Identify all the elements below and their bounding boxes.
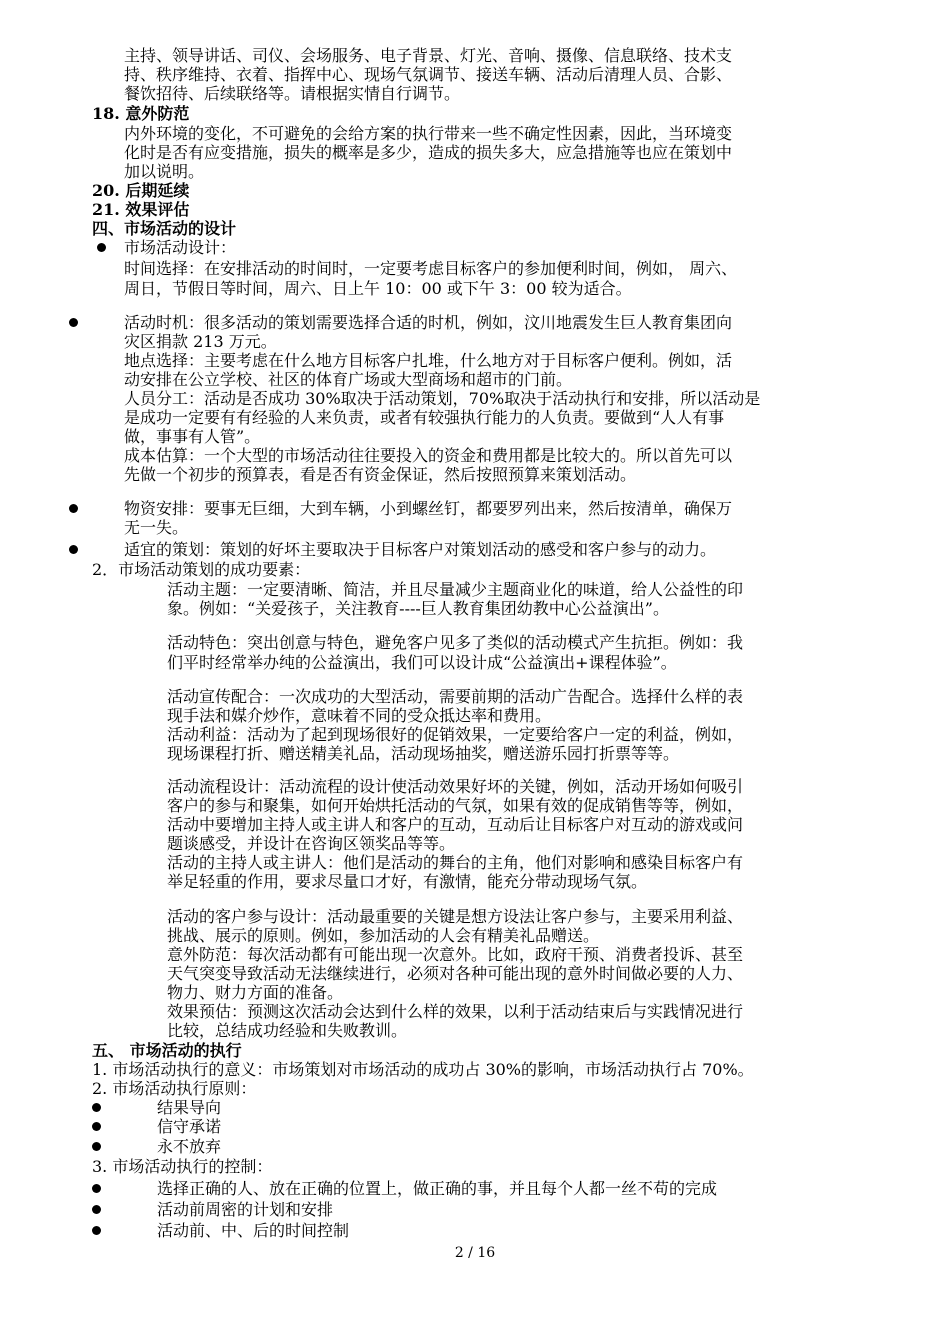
text-line: 活动特色：突出创意与特色，避免客户见多了类似的活动模式产生抗拒。例如：我 bbox=[167, 633, 744, 652]
text-line: 题谈感受，并设计在咨询区领奖品等等。 bbox=[167, 834, 456, 853]
text-line: 物资安排：要事无巨细，大到车辆，小到螺丝钉，都要罗列出来，然后按清单，确保万 bbox=[124, 499, 733, 518]
text-line: 天气突变导致活动无法继续进行，必须对各种可能出现的意外时间做必要的人力、 bbox=[167, 964, 744, 983]
bullet-icon bbox=[92, 1103, 101, 1112]
bullet-icon bbox=[69, 318, 78, 327]
bullet-icon bbox=[92, 1205, 101, 1214]
text-line: 活动主题：一定要清晰、简洁，并且尽量减少主题商业化的味道，给人公益性的印 bbox=[167, 580, 744, 599]
bullet-icon bbox=[92, 1226, 101, 1235]
list-item: 结果导向 bbox=[157, 1098, 222, 1117]
text-line: 意外防范：每次活动都有可能出现一次意外。比如，政府干预、消费者投诉、甚至 bbox=[167, 945, 744, 964]
text-line: 内外环境的变化，不可避免的会给方案的执行带来一些不确定性因素，因此，当环境变 bbox=[124, 124, 733, 143]
subsection-heading: 2．市场活动策划的成功要素： bbox=[92, 560, 311, 579]
text-line: 挑战、展示的原则。例如，参加活动的人会有精美礼品赠送。 bbox=[167, 926, 600, 945]
text-line: 持、秩序维持、衣着、指挥中心、现场气氛调节、接送车辆、活动后清理人员、合影、 bbox=[124, 65, 733, 84]
text-line: 做，事事有人管”。 bbox=[124, 427, 261, 446]
text-line: 时间选择：在安排活动的时间时，一定要考虑目标客户的参加便利时间，例如， 周六、 bbox=[124, 259, 738, 278]
page-number: 2 / 16 bbox=[454, 1245, 496, 1261]
text-line: 现场课程打折、赠送精美礼品，活动现场抽奖，赠送游乐园打折票等等。 bbox=[167, 744, 680, 763]
text-line: 活动的主持人或主讲人：他们是活动的舞台的主角，他们对影响和感染目标客户有 bbox=[167, 853, 744, 872]
bullet-icon bbox=[69, 545, 78, 554]
bullet-icon bbox=[92, 1142, 101, 1151]
text-line: 无一失。 bbox=[124, 518, 189, 537]
chapter-heading: 五、 市场活动的执行 bbox=[92, 1041, 242, 1060]
text-line: 成本估算：一个大型的市场活动往往要投入的资金和费用都是比较大的。所以首先可以 bbox=[124, 446, 733, 465]
text-line: 动安排在公立学校、社区的体育广场或大型商场和超市的门前。 bbox=[124, 370, 573, 389]
text-line: 周日，节假日等时间，周六、日上午 10：00 或下午 3：00 较为适合。 bbox=[124, 279, 632, 298]
list-item: 信守承诺 bbox=[157, 1117, 222, 1136]
text-line: 化时是否有应变措施，损失的概率是多少，造成的损失多大，应急措施等也应在策划中 bbox=[124, 143, 733, 162]
text-line: 活动的客户参与设计：活动最重要的关键是想方设法让客户参与，主要采用利益、 bbox=[167, 907, 744, 926]
text-line: 2. 市场活动执行原则： bbox=[92, 1079, 257, 1098]
bullet-icon bbox=[69, 504, 78, 513]
text-line: 比较，总结成功经验和失败教训。 bbox=[167, 1021, 408, 1040]
text-line: 物力、财力方面的准备。 bbox=[167, 983, 344, 1002]
text-line: 灾区捐款 213 万元。 bbox=[124, 332, 277, 351]
text-line: 举足轻重的作用，要求尽量口才好，有激情，能充分带动现场气氛。 bbox=[167, 872, 648, 891]
text-line: 3. 市场活动执行的控制： bbox=[92, 1157, 273, 1176]
text-line: 们平时经常举办纯的公益演出，我们可以设计成“公益演出+课程体验”。 bbox=[167, 653, 677, 672]
text-line: 客户的参与和聚集，如何开始烘托活动的气氛，如果有效的促成销售等等，例如， bbox=[167, 796, 744, 815]
text-line: 主持、领导讲话、司仪、会场服务、电子背景、灯光、音响、摄像、信息联络、技术支 bbox=[124, 46, 733, 65]
list-item: 选择正确的人、放在正确的位置上，做正确的事，并且每个人都一丝不苟的完成 bbox=[157, 1179, 718, 1198]
text-line: 人员分工：活动是否成功 30%取决于活动策划，70%取决于活动执行和安排，所以活动是 bbox=[124, 389, 761, 408]
list-item: 活动前周密的计划和安排 bbox=[157, 1200, 334, 1219]
text-line: 餐饮招待、后续联络等。请根据实情自行调节。 bbox=[124, 84, 461, 103]
text-line: 地点选择：主要考虑在什么地方目标客户扎堆，什么地方对于目标客户便利。例如，活 bbox=[124, 351, 733, 370]
text-line: 活动流程设计：活动流程的设计使活动效果好坏的关键，例如，活动开场如何吸引 bbox=[167, 777, 744, 796]
section-heading: 20. 后期延续 bbox=[92, 181, 190, 200]
bullet-icon bbox=[97, 243, 106, 252]
text-line: 加以说明。 bbox=[124, 162, 205, 181]
list-item: 永不放弃 bbox=[157, 1137, 222, 1156]
section-heading: 18. 意外防范 bbox=[92, 104, 190, 123]
text-line: 象。例如：“关爱孩子，关注教育----巨人教育集团幼教中心公益演出”。 bbox=[167, 599, 669, 618]
section-heading: 21. 效果评估 bbox=[92, 200, 190, 219]
bullet-icon bbox=[92, 1184, 101, 1193]
text-line: 适宜的策划：策划的好坏主要取决于目标客户对策划活动的感受和客户参与的动力。 bbox=[124, 540, 717, 559]
list-item: 活动前、中、后的时间控制 bbox=[157, 1221, 350, 1240]
bullet-icon bbox=[92, 1122, 101, 1131]
text-line: 活动利益：活动为了起到现场很好的促销效果，一定要给客户一定的利益，例如， bbox=[167, 725, 744, 744]
text-line: 1. 市场活动执行的意义：市场策划对市场活动的成功占 30%的影响，市场活动执行占 70%。 bbox=[92, 1060, 754, 1079]
text-line: 活动时机：很多活动的策划需要选择合适的时机，例如，汶川地震发生巨人教育集团向 bbox=[124, 313, 733, 332]
text-line: 市场活动设计： bbox=[124, 238, 237, 257]
text-line: 现手法和媒介炒作，意味着不同的受众抵达率和费用。 bbox=[167, 706, 552, 725]
text-line: 先做一个初步的预算表，看是否有资金保证，然后按照预算来策划活动。 bbox=[124, 465, 637, 484]
text-line: 活动中要增加主持人或主讲人和客户的互动，互动后让目标客户对互动的游戏或问 bbox=[167, 815, 744, 834]
text-line: 效果预估：预测这次活动会达到什么样的效果，以利于活动结束后与实践情况进行 bbox=[167, 1002, 744, 1021]
text-line: 是成功一定要有有经验的人来负责，或者有较强执行能力的人负责。要做到“人人有事 bbox=[124, 408, 725, 427]
text-line: 活动宣传配合：一次成功的大型活动，需要前期的活动广告配合。选择什么样的表 bbox=[167, 687, 744, 706]
chapter-heading: 四、市场活动的设计 bbox=[92, 219, 237, 238]
